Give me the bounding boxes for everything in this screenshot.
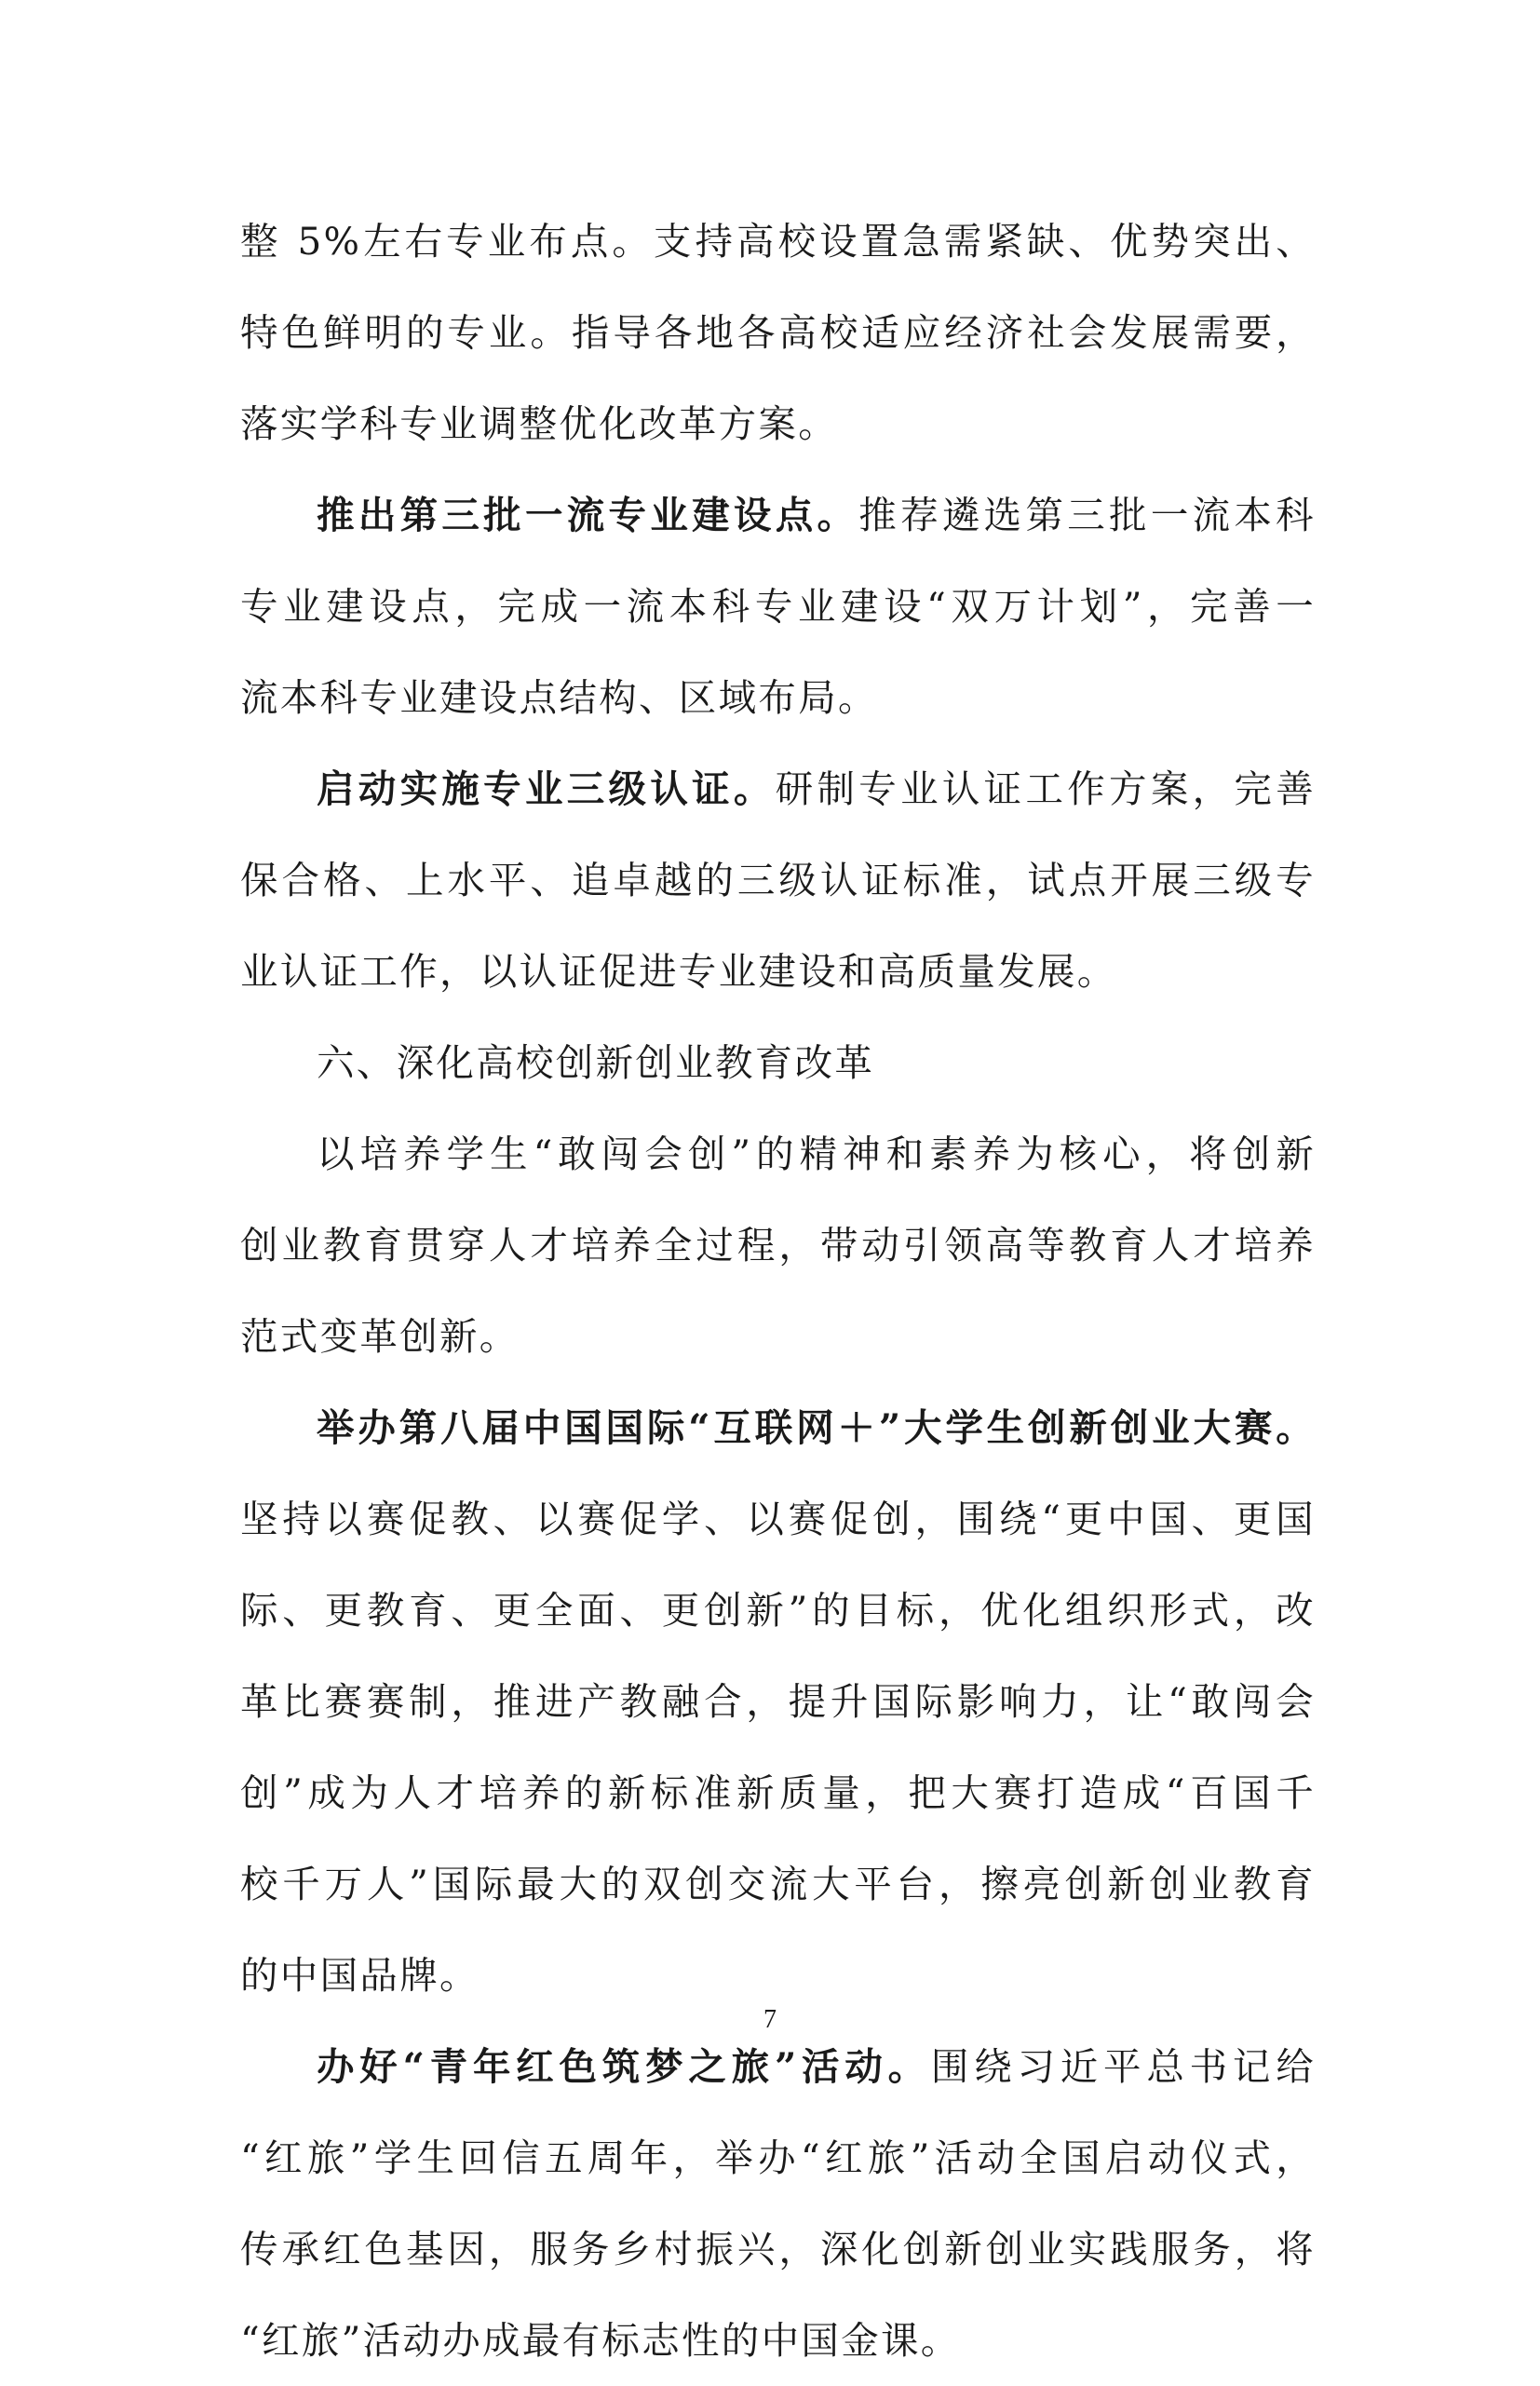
text-segment: 以培养学生“敢闯会创”的精神和素养为核心，将创新 (317, 1132, 1316, 1176)
text-segment: 保合格、上水平、追卓越的三级认证标准，试点开展三级专 (240, 858, 1316, 902)
text-segment: 特色鲜明的专业。指导各地各高校适应经济社会发展需要， (240, 310, 1316, 355)
body-text (240, 196, 1316, 2386)
text-segment: 专业建设点，完成一流本科专业建设“双万计划”，完善一 (240, 584, 1316, 629)
text-segment: 的中国品牌。 (240, 1953, 480, 1998)
text-segment: “红旅”活动办成最有标志性的中国金课。 (240, 2318, 961, 2363)
text-line (240, 1382, 1316, 1473)
text-line (240, 2203, 1316, 2295)
text-line (240, 196, 1316, 287)
text-segment: 落实学科专业调整优化改革方案。 (240, 401, 838, 446)
text-line (240, 2295, 1316, 2386)
section-heading: 六、深化高校创新创业教育改革 (317, 1040, 875, 1085)
text-segment: 际、更教育、更全面、更创新”的目标，优化组织形式，改 (240, 1588, 1316, 1633)
text-line (240, 1565, 1316, 1656)
text-line (240, 1108, 1316, 1200)
text-segment: 创”成为人才培养的新标准新质量，把大赛打造成“百国千 (240, 1770, 1316, 1815)
text-line (240, 378, 1316, 469)
text-segment: 革比赛赛制，推进产教融合，提升国际影响力，让“敢闯会 (240, 1679, 1316, 1724)
text-segment: 传承红色基因，服务乡村振兴，深化创新创业实践服务，将 (240, 2227, 1316, 2271)
text-line (240, 834, 1316, 926)
text-line (240, 1656, 1316, 1747)
text-line (240, 2112, 1316, 2203)
text-segment: 范式变革创新。 (240, 1314, 520, 1359)
text-line (240, 926, 1316, 1017)
text-segment: 业认证工作，以认证促进专业建设和高质量发展。 (240, 949, 1117, 994)
text-line (240, 561, 1316, 652)
text-segment: “红旅”学生回信五周年，举办“红旅”活动全国启动仪式， (240, 2135, 1316, 2180)
text-line (240, 1200, 1316, 1291)
bold-lead-phrase: 举办第八届中国国际“互联网＋”大学生创新创业大赛。 (317, 1405, 1316, 1450)
text-segment: 流本科专业建设点结构、区域布局。 (240, 675, 878, 720)
text-segment: 校千万人”国际最大的双创交流大平台，擦亮创新创业教育 (240, 1862, 1316, 1906)
text-line (240, 652, 1316, 743)
text-line (240, 287, 1316, 378)
text-segment: 围绕习近平总书记给 (930, 2044, 1316, 2089)
bold-lead-phrase: 推出第三批一流专业建设点。 (317, 493, 859, 537)
bold-lead-phrase: 启动实施专业三级认证。 (317, 766, 776, 811)
text-line (240, 469, 1316, 561)
text-segment: 研制专业认证工作方案，完善 (775, 766, 1316, 811)
text-line (240, 1838, 1316, 1930)
text-segment: 推荐遴选第三批一流本科 (858, 493, 1316, 537)
text-segment: 坚持以赛促教、以赛促学、以赛促创，围绕“更中国、更国 (240, 1497, 1316, 1541)
text-line (240, 743, 1316, 834)
text-segment: 创业教育贯穿人才培养全过程，带动引领高等教育人才培养 (240, 1223, 1316, 1268)
text-line (240, 1473, 1316, 1565)
text-line (240, 1291, 1316, 1382)
bold-lead-phrase: 办好“青年红色筑梦之旅”活动。 (317, 2044, 931, 2089)
text-line (240, 1017, 1316, 1108)
text-line (240, 1747, 1316, 1838)
text-segment: 整 5%左右专业布点。支持高校设置急需紧缺、优势突出、 (240, 219, 1316, 264)
page-number: 7 (763, 2005, 777, 2034)
